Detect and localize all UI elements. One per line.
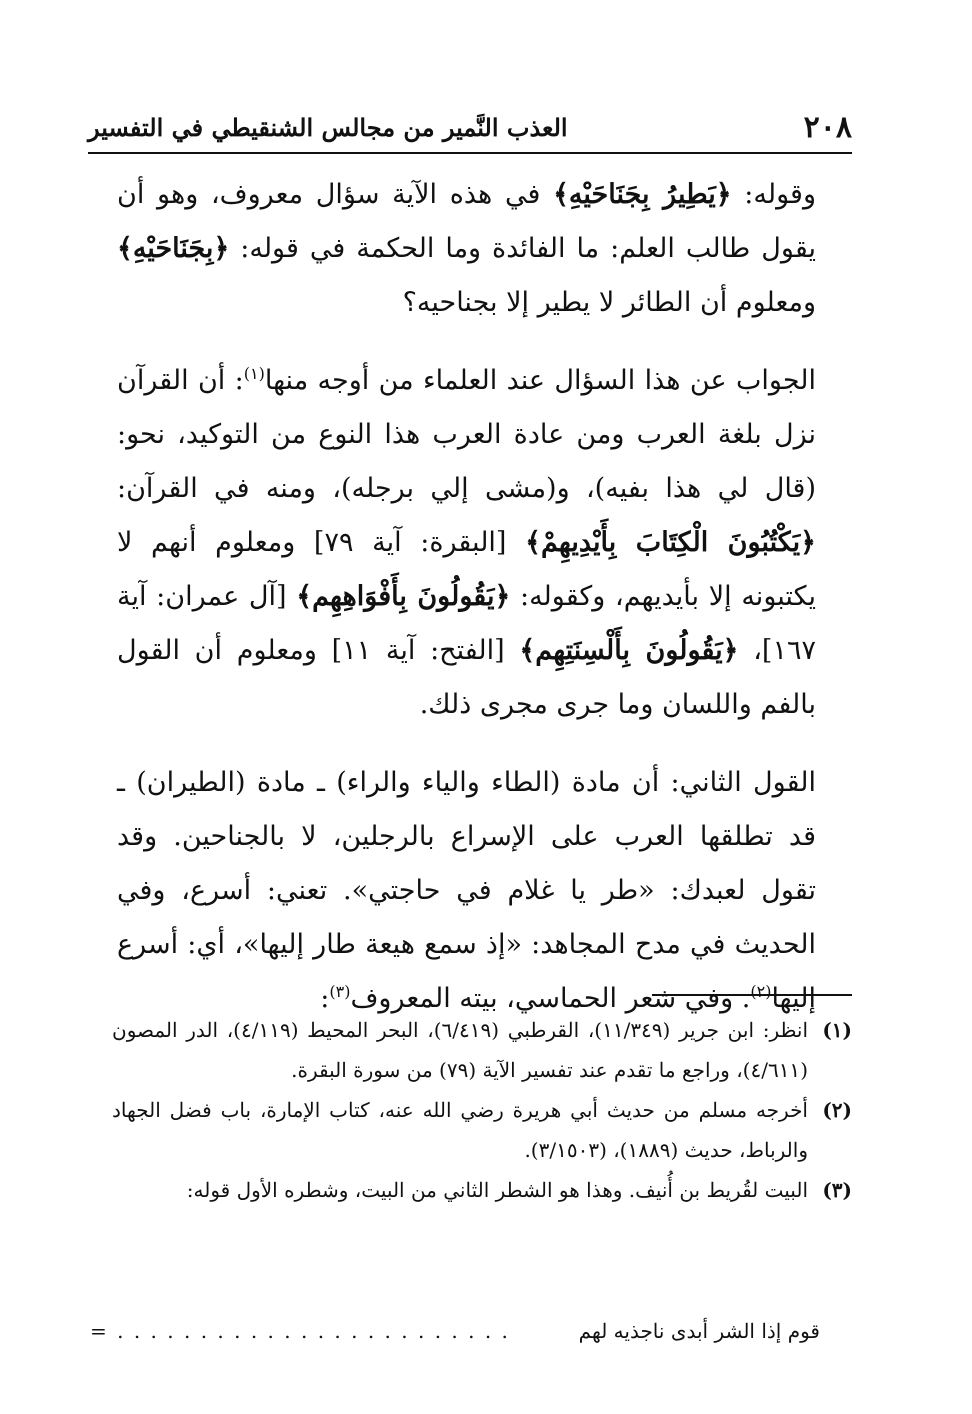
quran-verse: ﴿يَقُولُونَ بِأَلْسِنَتِهِم﴾ xyxy=(519,635,739,666)
running-title: العذب النَّمير من مجالس الشنقيطي في التفسير xyxy=(88,113,568,142)
paragraph-1 xyxy=(117,168,852,330)
footnote-1 xyxy=(112,1010,852,1090)
quran-verse: ﴿يَكْتُبُونَ الْكِتَابَ بِأَيْدِيهِمْ﴾ xyxy=(525,527,816,558)
footnote-2 xyxy=(112,1090,852,1170)
text-span: وقوله: xyxy=(731,179,816,210)
footnote-ref: (٢) xyxy=(750,982,772,1001)
quran-verse: ﴿بِجَنَاحَيْهِ﴾ xyxy=(117,233,230,264)
text-span: : أن القرآن نزل بلغة العرب ومن عادة العرب هذا النوع من التوكيد، نحو: (قال لي هذا بفيه)، و(مشى إلي برجله)، ومنه في القرآن: xyxy=(117,365,816,504)
text-span: القول الثاني: أن مادة (الطاء والياء والراء) ـ مادة (الطيران) ـ قد تطلقها العرب على الإسراع بالرجلين، لا بالجناحين. وقد تقول لعبدك: «طر يا غلام في حاجتي». تعني: أسرع، وفي الحديث في مدح المجاهد: «إذ سمع هيعة طار إليها»، أي: أسرع إليها xyxy=(117,767,816,1014)
text-span: . وفي شعر الحماسي، بيته المعروف xyxy=(350,983,751,1014)
footnote-text: انظر: ابن جرير (١١/٣٤٩)، القرطبي (٦/٤١٩)، البحر المحيط (٤/١١٩)، الدر المصون (٤/٦١١)، وراجع ما تقدم عند تفسير الآية (٧٩) من سورة البقرة. xyxy=(112,1018,809,1082)
poetry-hemistich: قوم إذا الشر أبدى ناجذيه لهم xyxy=(578,1319,820,1343)
poetry-line xyxy=(90,1316,820,1346)
text-span: [آل عمران: آية ١٦٧]، xyxy=(117,581,816,666)
footnote-ref: (١) xyxy=(243,364,265,383)
footnote-number: (٢) xyxy=(822,1098,852,1122)
footnote-number: (٣) xyxy=(822,1178,852,1202)
footnote-text: أخرجه مسلم من حديث أبي هريرة رضي الله عنه، كتاب الإمارة، باب فضل الجهاد والرباط، حديث (١٨٨٩)، (٣/١٥٠٣). xyxy=(112,1098,808,1162)
footnote-3 xyxy=(112,1170,852,1210)
paragraph-2 xyxy=(117,354,852,732)
text-span: [البقرة: آية ٧٩] ومعلوم أنهم لا يكتبونه إلا بأيديهم، وكقوله: xyxy=(117,527,816,612)
continuation-dots: = . . . . . . . . . . . . . . . . . . . . . . . . xyxy=(90,1319,510,1343)
footnotes xyxy=(112,1010,852,1210)
footnote-ref: (٣) xyxy=(329,982,351,1001)
text-span: في هذه الآية سؤال معروف، وهو أن يقول طالب العلم: ما الفائدة وما الحكمة في قوله: xyxy=(117,179,816,264)
page-header xyxy=(88,108,852,154)
text-span: [الفتح: آية ١١] ومعلوم أن القول بالفم واللسان وما جرى مجرى ذلك. xyxy=(117,635,816,720)
footnote-number: (١) xyxy=(822,1018,852,1042)
text-span: : xyxy=(320,983,330,1014)
text-span: الجواب عن هذا السؤال عند العلماء من أوجه منها xyxy=(264,365,816,396)
body-text xyxy=(117,168,852,1026)
paragraph-3 xyxy=(117,756,852,1026)
footnote-text: البيت لقُريط بن أُنيف. وهذا هو الشطر الثاني من البيت، وشطره الأول قوله: xyxy=(186,1178,808,1202)
quran-verse: ﴿يَطِيرُ بِجَنَاحَيْهِ﴾ xyxy=(553,179,732,210)
footnote-divider xyxy=(652,994,852,996)
page-number: ٢٠٨ xyxy=(803,110,852,145)
text-span: ومعلوم أن الطائر لا يطير إلا بجناحيه؟ xyxy=(402,287,816,318)
quran-verse: ﴿يَقُولُونَ بِأَفْوَاهِهِم﴾ xyxy=(296,581,511,612)
